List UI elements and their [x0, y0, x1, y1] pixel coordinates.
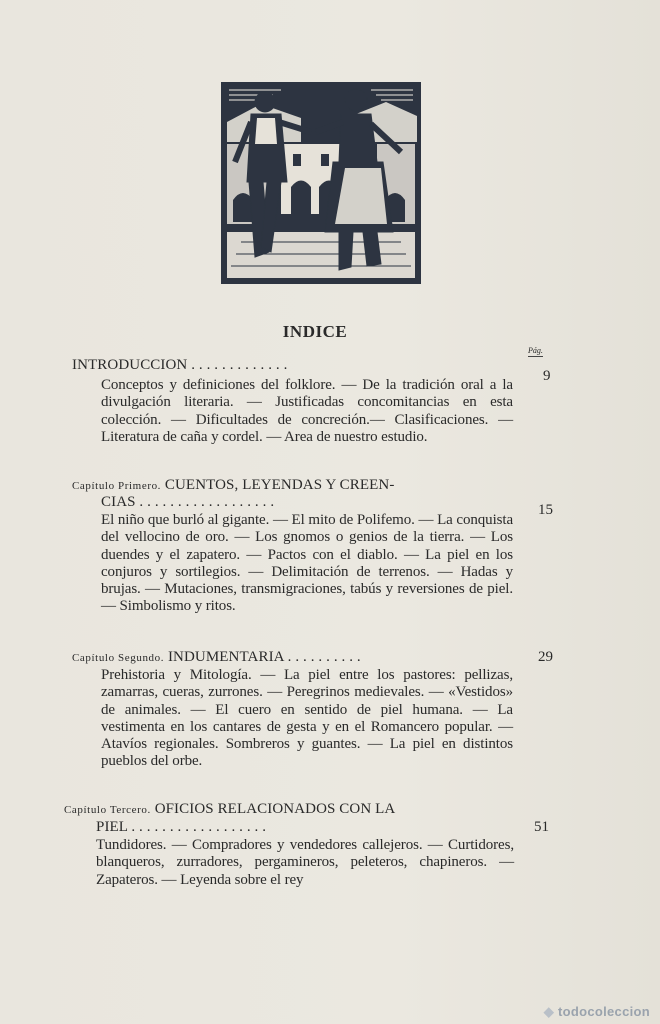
entry-heading	[72, 477, 394, 494]
woodcut-illustration	[221, 82, 421, 284]
entry-description: Conceptos y definiciones del folklore. — De la tradición oral a la divulgación literaria. — Justificadas concomitancias en esta colección. — Dificultades de concreción.— Clasificaciones. — Literatura de caña y cordel. — Area de nuestro estudio.	[101, 377, 513, 445]
page-column-label: Pág.	[528, 346, 543, 355]
entry-heading-continued: CIAS . . . . . . . . . . . . . . . . . .	[101, 494, 275, 510]
watermark-logo-icon: ◆	[543, 1004, 558, 1019]
entry-description: El niño que burló al gigante. — El mito de Polifemo. — La conquista del vellocino de oro. — Los gnomos o genios de la tierra. — Los duendes y el zapatero. — Pactos con el diablo. — La piel en los conjuros y sortilegios. — Delimitación de terrenos. — Hadas y brujas. — Mutaciones, transmigraciones, tabús y reversiones de piel. — Simbolismo y ritos.	[101, 512, 513, 615]
entry-title: INDUMENTARIA . . . . . . . . . .	[167, 649, 361, 665]
watermark	[544, 1004, 650, 1020]
entry-page-number: 15	[538, 502, 553, 518]
entry-heading	[64, 801, 395, 818]
entry-description: Prehistoria y Mitología. — La piel entre los pastores: pellizas, zamarras, cueras, zurrones. — Peregrinos medievales. — «Vestidos» de animales. — El cuero en sentido de piel humana. — La vestimenta en los cantares de gesta y en el Romancero popular. — Atavíos regionales. Sombreros y guantes. — La piel en distintos pueblos del orbe.	[101, 667, 513, 770]
entry-heading-continued: PIEL . . . . . . . . . . . . . . . . . .	[96, 819, 267, 835]
entry-page-number: 51	[534, 819, 549, 835]
entry-page-number: 9	[543, 368, 551, 384]
chapter-label: Capítulo Tercero.	[64, 804, 151, 816]
chapter-label: Capítulo Segundo.	[72, 652, 165, 664]
index-heading: INDICE	[282, 322, 348, 341]
entry-title: INTRODUCCION . . . . . . . . . . . . .	[72, 357, 288, 373]
entry-description: Tundidores. — Compradores y vendedores callejeros. — Curtidores, blanqueros, zurradores, pergamineros, peleteros, chapineros. — Zapateros. — Leyenda sobre el rey	[96, 837, 514, 888]
entry-page-number: 29	[538, 649, 553, 665]
chapter-label: Capítulo Primero.	[72, 480, 162, 492]
watermark-text: todocoleccion	[557, 1004, 650, 1019]
entry-heading	[72, 649, 361, 666]
entry-title: OFICIOS RELACIONADOS CON LA	[154, 801, 396, 817]
entry-title: CUENTOS, LEYENDAS Y CREEN-	[164, 477, 395, 493]
entry-heading	[72, 357, 287, 374]
